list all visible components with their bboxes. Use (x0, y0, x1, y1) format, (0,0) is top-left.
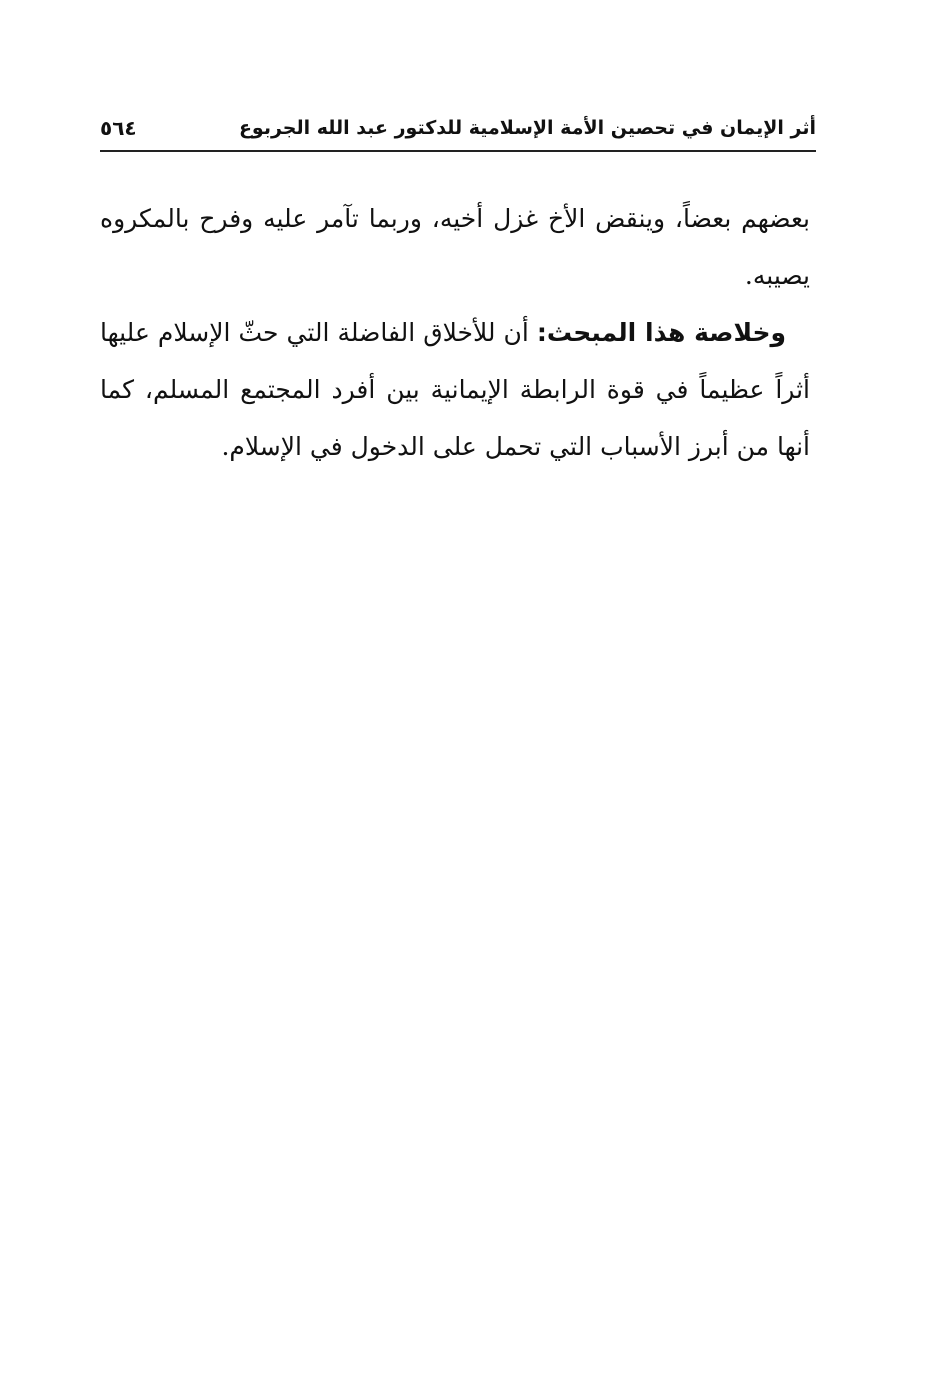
page-number: ٥٦٤ (100, 116, 137, 140)
section-summary-heading: وخلاصة هذا المبحث: (536, 318, 786, 347)
paragraph-2-text: أن للأخلاق الفاضلة التي حثّ الإسلام عليها أثراً عظيماً في قوة الرابطة الإيمانية بين أفرد المجتمع المسلم، كما أنها من أبرز الأسباب التي تحمل على الدخول في الإسلام. (100, 318, 810, 461)
header-rule (100, 150, 816, 152)
paragraph-1: بعضهم بعضاً، وينقض الأخ غزل أخيه، وربما تآمر عليه وفرح بالمكروه يصيبه. (100, 204, 810, 290)
running-header (100, 108, 816, 148)
body-text (100, 190, 810, 475)
running-header-title: أثر الإيمان في تحصين الأمة الإسلامية للدكتور عبد الله الجربوع (238, 117, 816, 139)
paragraph-2 (100, 304, 810, 475)
